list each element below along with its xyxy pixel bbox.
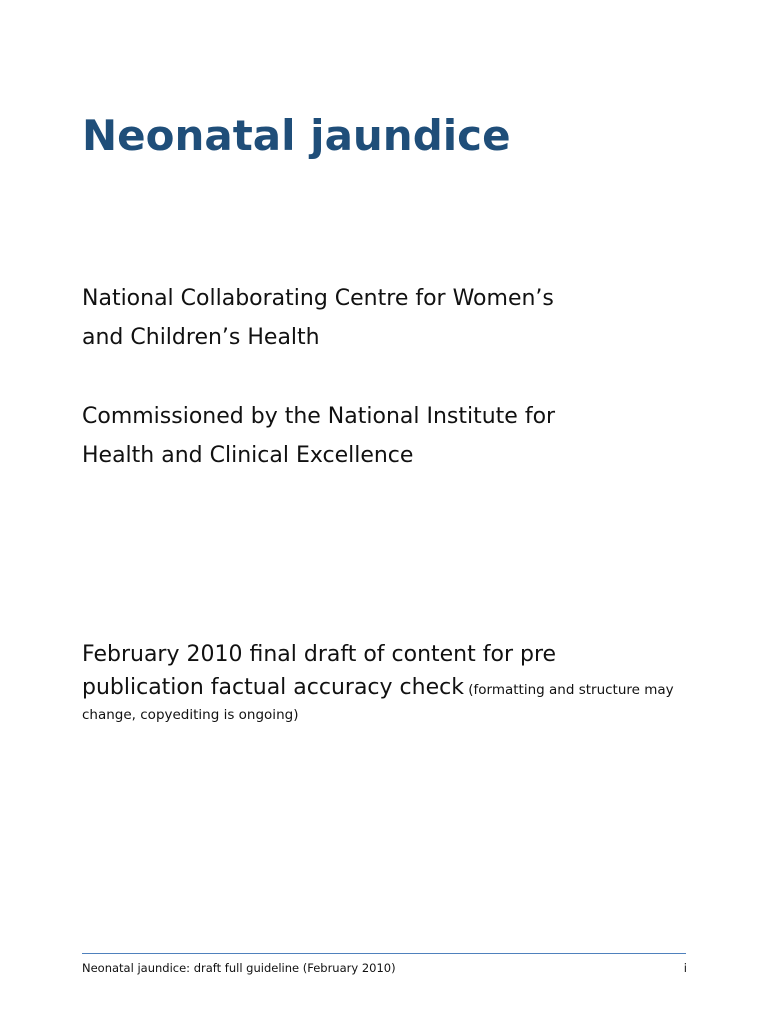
developer-line-1: National Collaborating Centre for Women’s — [82, 286, 554, 311]
developer-line-2: and Children’s Health — [82, 325, 320, 350]
developer-statement — [82, 279, 554, 357]
footer-divider — [82, 953, 686, 954]
draft-note-line-2 — [82, 671, 692, 704]
draft-status-note — [82, 638, 692, 726]
page-number: i — [683, 961, 687, 975]
draft-note-line-1: February 2010 final draft of content for pre — [82, 642, 557, 667]
document-title: Neonatal jaundice — [82, 111, 511, 160]
commission-line-1: Commissioned by the National Institute for — [82, 404, 556, 429]
draft-note-parenthetical-end: change, copyediting is ongoing) — [82, 707, 299, 723]
commission-line-2: Health and Clinical Excellence — [82, 443, 414, 468]
draft-note-parenthetical-start: (formatting and structure may — [463, 682, 674, 698]
commission-statement — [82, 397, 555, 475]
draft-note-main-text: publication factual accuracy check — [82, 675, 464, 700]
footer-title: Neonatal jaundice: draft full guideline (February 2010) — [82, 961, 396, 975]
